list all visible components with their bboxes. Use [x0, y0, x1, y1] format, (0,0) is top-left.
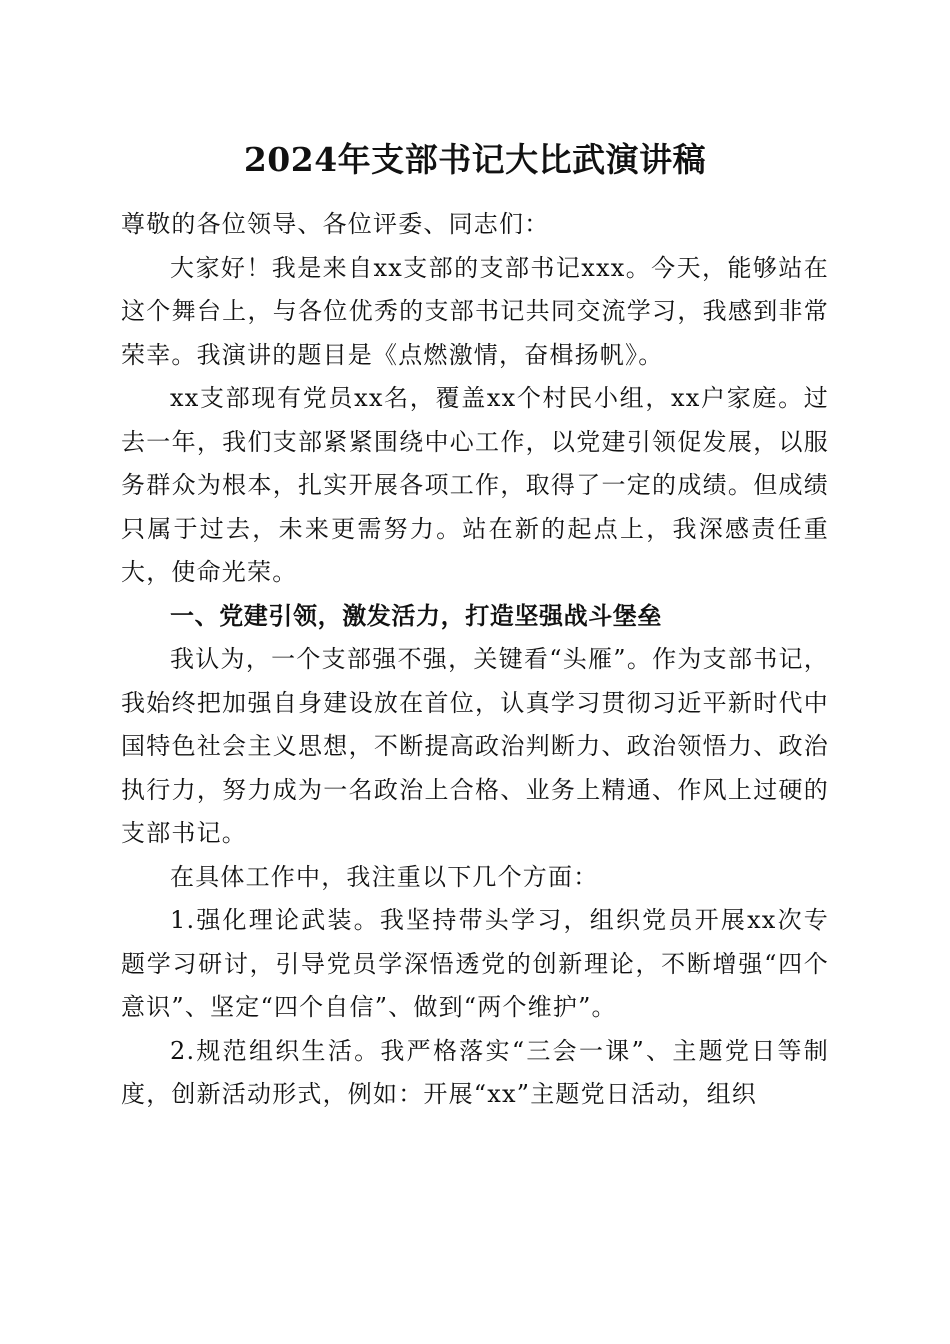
document-title: 2024年支部书记大比武演讲稿 [243, 140, 707, 179]
list-item-theory: 1.强化理论武装。我坚持带头学习，组织党员开展xx次专题学习研讨，引导党员学深悟透党的创新理论，不断增强“四个意识”、坚定“四个自信”、做到“两个维护”。 [121, 906, 829, 1021]
paragraph-leadership: 我认为，一个支部强不强，关键看“头雁”。作为支部书记，我始终把加强自身建设放在首位，认真学习贯彻习近平新时代中国特色社会主义思想，不断提高政治判断力、政治领悟力、政治执行力，努力成为一名政治上合格、业务上精通、作风上过硬的支部书记。 [121, 645, 829, 847]
document-body [121, 203, 829, 1117]
section-heading: 一、党建引领，激发活力，打造坚强战斗堡垒 [170, 601, 662, 630]
list-item-organization: 2.规范组织生活。我严格落实“三会一课”、主题党日等制度，创新活动形式，例如：开展“xx”主题党日活动，组织 [121, 1036, 829, 1108]
paragraph-greeting: 大家好！我是来自xx支部的支部书记xxx。今天，能够站在这个舞台上，与各位优秀的支部书记共同交流学习，我感到非常荣幸。我演讲的题目是《点燃激情，奋楫扬帆》。 [121, 253, 829, 369]
paragraph-work-intro: 在具体工作中，我注重以下几个方面： [170, 862, 599, 891]
paragraph-branch-overview: xx支部现有党员xx名，覆盖xx个村民小组，xx户家庭。过去一年，我们支部紧紧围绕中心工作，以党建引领促发展，以服务群众为根本，扎实开展各项工作，取得了一定的成绩。但成绩只属于过去，未来更需努力。站在新的起点上，我深感责任重大，使命光荣。 [121, 384, 829, 586]
salutation: 尊敬的各位领导、各位评委、同志们： [121, 210, 550, 238]
